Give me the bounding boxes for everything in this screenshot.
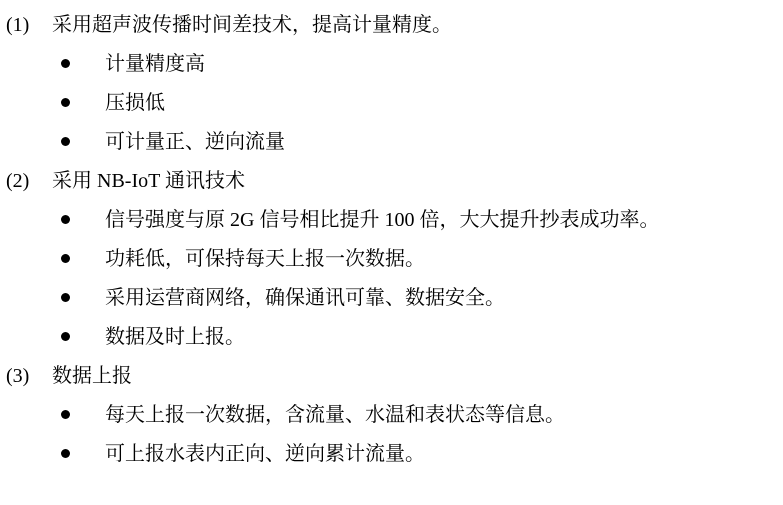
list-item-text: 可上报水表内正向、逆向累计流量。	[105, 443, 425, 465]
list-item-numbered	[0, 357, 783, 396]
list-item-text: 数据及时上报。	[105, 326, 245, 348]
list-item-text: 功耗低，可保持每天上报一次数据。	[105, 248, 425, 270]
list-item-text: 每天上报一次数据，含流量、水温和表状态等信息。	[105, 404, 565, 426]
list-item-text: 计量精度高	[105, 53, 205, 75]
bullet-icon	[0, 123, 105, 162]
list-item-text: 数据上报	[52, 365, 132, 387]
list-item-bullet	[0, 318, 783, 357]
bullet-icon	[0, 435, 105, 474]
list-item-text: 采用 NB-IoT 通讯技术	[52, 170, 245, 192]
bullet-icon	[0, 240, 105, 279]
list-item-numbered	[0, 162, 783, 201]
bullet-icon	[0, 201, 105, 240]
list-item-text: 采用超声波传播时间差技术，提高计量精度。	[52, 14, 452, 36]
list-item-bullet	[0, 123, 783, 162]
list-item-text: 可计量正、逆向流量	[105, 131, 285, 153]
list-item-bullet	[0, 84, 783, 123]
list-item-text: 信号强度与原 2G 信号相比提升 100 倍，大大提升抄表成功率。	[105, 209, 660, 231]
bullet-icon	[0, 396, 105, 435]
list-item-bullet	[0, 201, 783, 240]
list-marker: (1)	[6, 14, 30, 36]
bullet-icon	[0, 45, 105, 84]
bullet-icon	[0, 279, 105, 318]
list-item-bullet	[0, 240, 783, 279]
list-marker: (2)	[6, 170, 30, 192]
bullet-icon	[0, 84, 105, 123]
list-item-text: 采用运营商网络，确保通讯可靠、数据安全。	[105, 287, 505, 309]
bullet-icon	[0, 318, 105, 357]
list-item-bullet	[0, 45, 783, 84]
list-item-bullet	[0, 279, 783, 318]
list-marker: (3)	[6, 365, 30, 387]
list-item-bullet	[0, 435, 783, 474]
list-item-numbered	[0, 6, 783, 45]
list-item-text: 压损低	[105, 92, 165, 114]
list-item-bullet	[0, 396, 783, 435]
